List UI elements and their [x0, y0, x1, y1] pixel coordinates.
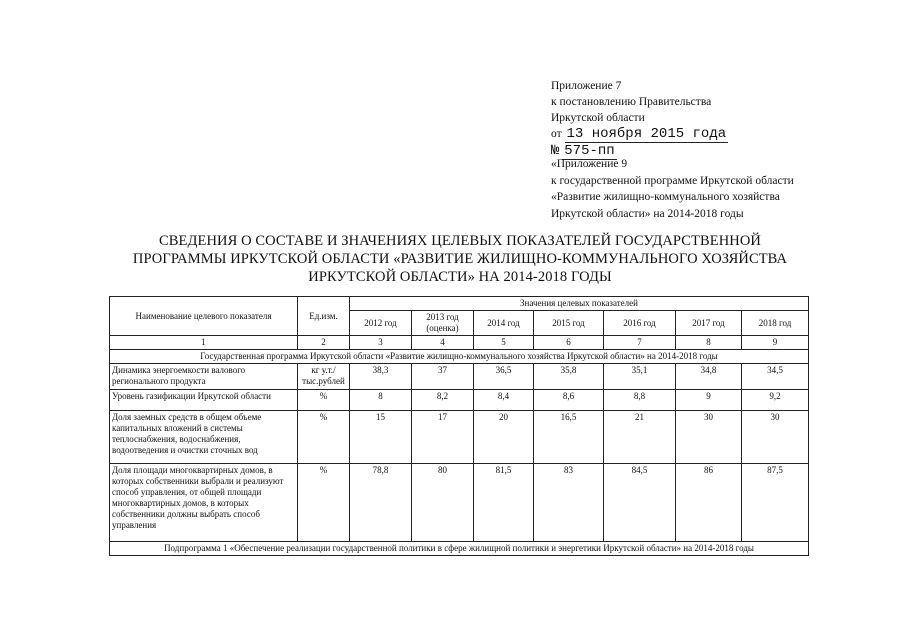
indicator-value: 83 [534, 464, 604, 542]
column-number: 7 [604, 336, 676, 350]
indicator-value: 17 [412, 411, 474, 464]
indicator-unit: % [298, 411, 350, 464]
title-line-1: СВЕДЕНИЯ О СОСТАВЕ И ЗНАЧЕНИЯХ ЦЕЛЕВЫХ ПОКАЗАТЕЛЕЙ ГОСУДАРСТВЕННОЙ [159, 233, 761, 249]
appendix-9-period: Иркутской области» на 2014-2018 годы [551, 207, 744, 220]
subprogram-title: Подпрограмма 1 «Обеспечение реализации государственной политики в сфере жилищной политики и энергетики Иркутской области» на 2014-2018 годы [110, 542, 809, 556]
indicator-unit: кг у.т./ тыс.рублей [298, 364, 350, 390]
indicator-value: 34,5 [742, 364, 809, 390]
column-number: 8 [676, 336, 742, 350]
indicator-value: 16,5 [534, 411, 604, 464]
indicator-value: 15 [350, 411, 412, 464]
indicator-value: 86 [676, 464, 742, 542]
page-title [60, 232, 860, 286]
appendix-7-reference: к постановлению Правительства [551, 96, 712, 108]
indicator-value: 8,4 [474, 390, 534, 411]
column-number: 4 [412, 336, 474, 350]
indicator-name: Динамика энергоемкости валового регионального продукта [110, 364, 298, 390]
indicator-value: 84,5 [604, 464, 676, 542]
date-value: 13 ноября 2015 года [566, 126, 727, 142]
indicator-value: 80 [412, 464, 474, 542]
indicator-value: 20 [474, 411, 534, 464]
number-value: 575-пп [564, 143, 615, 159]
table-row [110, 364, 809, 390]
indicator-name: Доля площади многоквартирных домов, в которых собственники выбрали и реализуют способ управления, от общей площади многоквартирных домов, в которых собственники должны выбрать способ управления [110, 464, 298, 542]
program-title: Государственная программа Иркутской области «Развитие жилищно-коммунального хозяйства Иркутской области» на 2014-2018 годы [110, 350, 809, 364]
indicator-value: 8,8 [604, 390, 676, 411]
indicator-value: 38,3 [350, 364, 412, 390]
appendix-7-region: Иркутской области [551, 112, 645, 124]
header-year: 2018 год [742, 311, 809, 336]
indicator-value: 35,8 [534, 364, 604, 390]
header-indicator-name: Наименование целевого показателя [110, 297, 298, 336]
indicator-value: 9,2 [742, 390, 809, 411]
indicator-unit: % [298, 390, 350, 411]
indicator-value: 8,2 [412, 390, 474, 411]
column-number: 1 [110, 336, 298, 350]
indicator-value: 34,8 [676, 364, 742, 390]
header-values: Значения целевых показателей [350, 297, 809, 311]
indicator-value: 30 [676, 411, 742, 464]
header-year: 2012 год [350, 311, 412, 336]
indicator-value: 87,5 [742, 464, 809, 542]
header-year: 2014 год [474, 311, 534, 336]
indicator-name: Доля заемных средств в общем объеме капитальных вложений в системы теплоснабжения, водоснабжения, водоотведения и очистки сточных вод [110, 411, 298, 464]
indicators-table [109, 296, 809, 556]
column-number: 9 [742, 336, 809, 350]
indicator-value: 8 [350, 390, 412, 411]
indicator-value: 37 [412, 364, 474, 390]
indicator-value: 78,8 [350, 464, 412, 542]
table-row [110, 411, 809, 464]
appendix-9-program: «Развитие жилищно-коммунального хозяйства [551, 191, 780, 203]
appendix-7-title: Приложение 7 [551, 80, 622, 92]
table-row [110, 390, 809, 411]
header-year: 2013 год (оценка) [412, 311, 474, 336]
header-year: 2016 год [604, 311, 676, 336]
column-number: 3 [350, 336, 412, 350]
date-prefix: от [551, 128, 562, 140]
header-unit: Ед.изм. [298, 297, 350, 336]
number-prefix: № [551, 143, 560, 159]
header-year: 2015 год [534, 311, 604, 336]
appendix-9-reference: к государственной программе Иркутской области [551, 174, 794, 187]
appendix-7-date [551, 126, 728, 143]
program-row [110, 350, 809, 364]
column-numbers-row [110, 336, 809, 350]
indicator-name: Уровень газификации Иркутской области [110, 390, 298, 411]
indicator-unit: % [298, 464, 350, 542]
appendix-7-block [551, 78, 728, 160]
column-number: 2 [298, 336, 350, 350]
column-number: 5 [474, 336, 534, 350]
indicator-value: 8,6 [534, 390, 604, 411]
indicator-value: 9 [676, 390, 742, 411]
indicator-value: 35,1 [604, 364, 676, 390]
table-row [110, 464, 809, 542]
title-line-3: ИРКУТСКОЙ ОБЛАСТИ» НА 2014-2018 ГОДЫ [308, 269, 612, 285]
appendix-9-title: «Приложение 9 [551, 158, 628, 170]
subprogram-row [110, 542, 809, 556]
appendix-9-block [551, 156, 794, 222]
header-year: 2017 год [676, 311, 742, 336]
indicator-value: 36,5 [474, 364, 534, 390]
indicator-value: 21 [604, 411, 676, 464]
indicator-value: 81,5 [474, 464, 534, 542]
indicator-value: 30 [742, 411, 809, 464]
title-line-2: ПРОГРАММЫ ИРКУТСКОЙ ОБЛАСТИ «РАЗВИТИЕ ЖИЛИЩНО-КОММУНАЛЬНОГО ХОЗЯЙСТВА [132, 251, 788, 267]
column-number: 6 [534, 336, 604, 350]
